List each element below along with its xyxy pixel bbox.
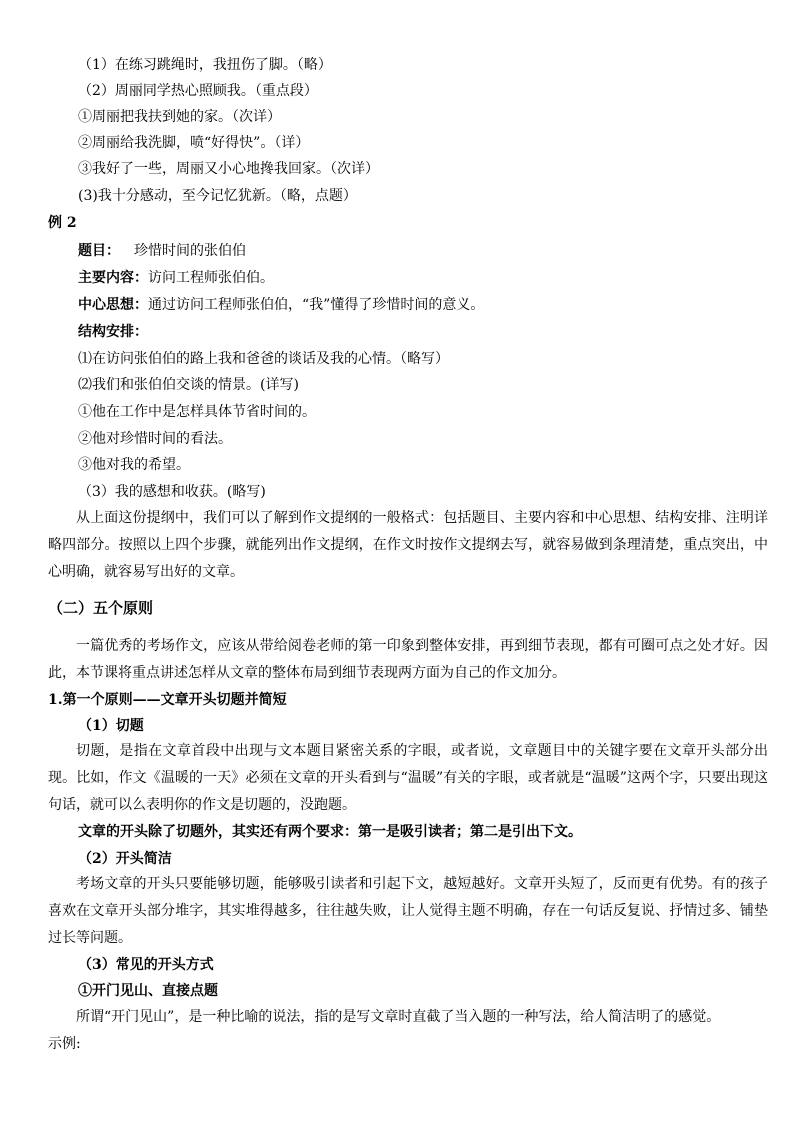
field-label: 中心思想： [78,297,148,313]
principle-heading: 1.第一个原则——文章开头切题并简短 [48,692,287,708]
example-heading: 例 2 [48,215,77,231]
body-line: 所谓“开门见山”，是一种比喻的说法，指的是写文章时直截了当入题的一种写法，给人简洁明了的感觉。 [76,1009,721,1025]
section-heading: （二）五个原则 [48,599,154,617]
subheading: （2）开头简洁 [78,851,172,867]
outline-line: ③我好了一些，周丽又小心地搀我回家。（次详） [78,161,379,177]
outline-line: ③他对我的希望。 [78,457,190,473]
outline-line: （1）在练习跳绳时，我扭伤了脚。（略） [78,57,332,73]
outline-line: ①他在工作中是怎样具体节省时间的。 [78,404,316,420]
bold-note: 文章的开头除了切题外，其实还有两个要求：第一是吸引读者；第二是引出下文。 [78,824,582,840]
outline-line: ①周丽把我扶到她的家。（次详） [78,109,281,125]
body-paragraph: 切题，是指在文章首段中出现与文本题目紧密关系的字眼，或者说，文章题目中的关键字要在文章开头部分出现。比如，作文《温暖的一天》必须在文章的开头看到与“温暖”有关的字眼，或者就是“温暖”这两个字，只要出现这句话，就可以么表明你的作文是切题的，没跑题。 [48,743,768,813]
intro-paragraph: 一篇优秀的考场作文，应该从带给阅卷老师的第一印象到整体安排，再到细节表现，都有可圈可点之处才好。因此，本节课将重点讲述怎样从文章的整体布局到细节表现两方面为自己的作文加分。 [48,638,768,681]
outline-line: ②他对珍惜时间的看法。 [78,431,232,447]
outline-title-row [78,241,246,261]
outline-theme-row [78,295,484,315]
field-value: 通过访问工程师张伯伯，“我”懂得了珍惜时间的意义。 [148,297,485,313]
outline-line: ⑴在访问张伯伯的路上我和爸爸的谈话及我的心情。（略写） [78,351,449,367]
summary-paragraph: 从上面这份提纲中，我们可以了解到作文提纲的一般格式：包括题目、主要内容和中心思想、结构安排、注明详略四部分。按照以上四个步骤，就能列出作文提纲，在作文时按作文提纲去写，就容易做到条理清楚，重点突出，中心明确，就容易写出好的文章。 [48,510,768,580]
field-label: 题目： [78,243,120,259]
subheading: （3）常见的开头方式 [78,957,214,973]
example-label: 示例: [48,1036,81,1052]
outline-line: （3）我的感想和收获。(略写) [78,484,266,500]
field-value: 访问工程师张伯伯。 [148,270,274,286]
field-label: 结构安排： [78,324,148,340]
body-paragraph: 考场文章的开头只要能够切题，能够吸引读者和引起下文，越短越好。文章开头短了，反而更有优势。有的孩子喜欢在文章开头部分堆字，其实堆得越多，往往越失败，让人觉得主题不明确，存在一句话反复说、抒情过多、铺垫过长等问题。 [48,876,768,946]
outline-line: (3)我十分感动，至今记忆犹新。（略，点题） [78,188,357,204]
subheading: ①开门见山、直接点题 [78,983,218,999]
outline-line: ②周丽给我洗脚，喷“好得快”。（详） [78,135,310,151]
subheading: （1）切题 [78,718,144,734]
outline-line: （2）周丽同学热心照顾我。（重点段） [78,83,318,99]
field-label: 主要内容： [78,270,148,286]
field-value: 珍惜时间的张伯伯 [134,243,246,259]
outline-content-row [78,268,274,288]
outline-line: ⑵我们和张伯伯交谈的情景。(详写) [78,377,299,393]
